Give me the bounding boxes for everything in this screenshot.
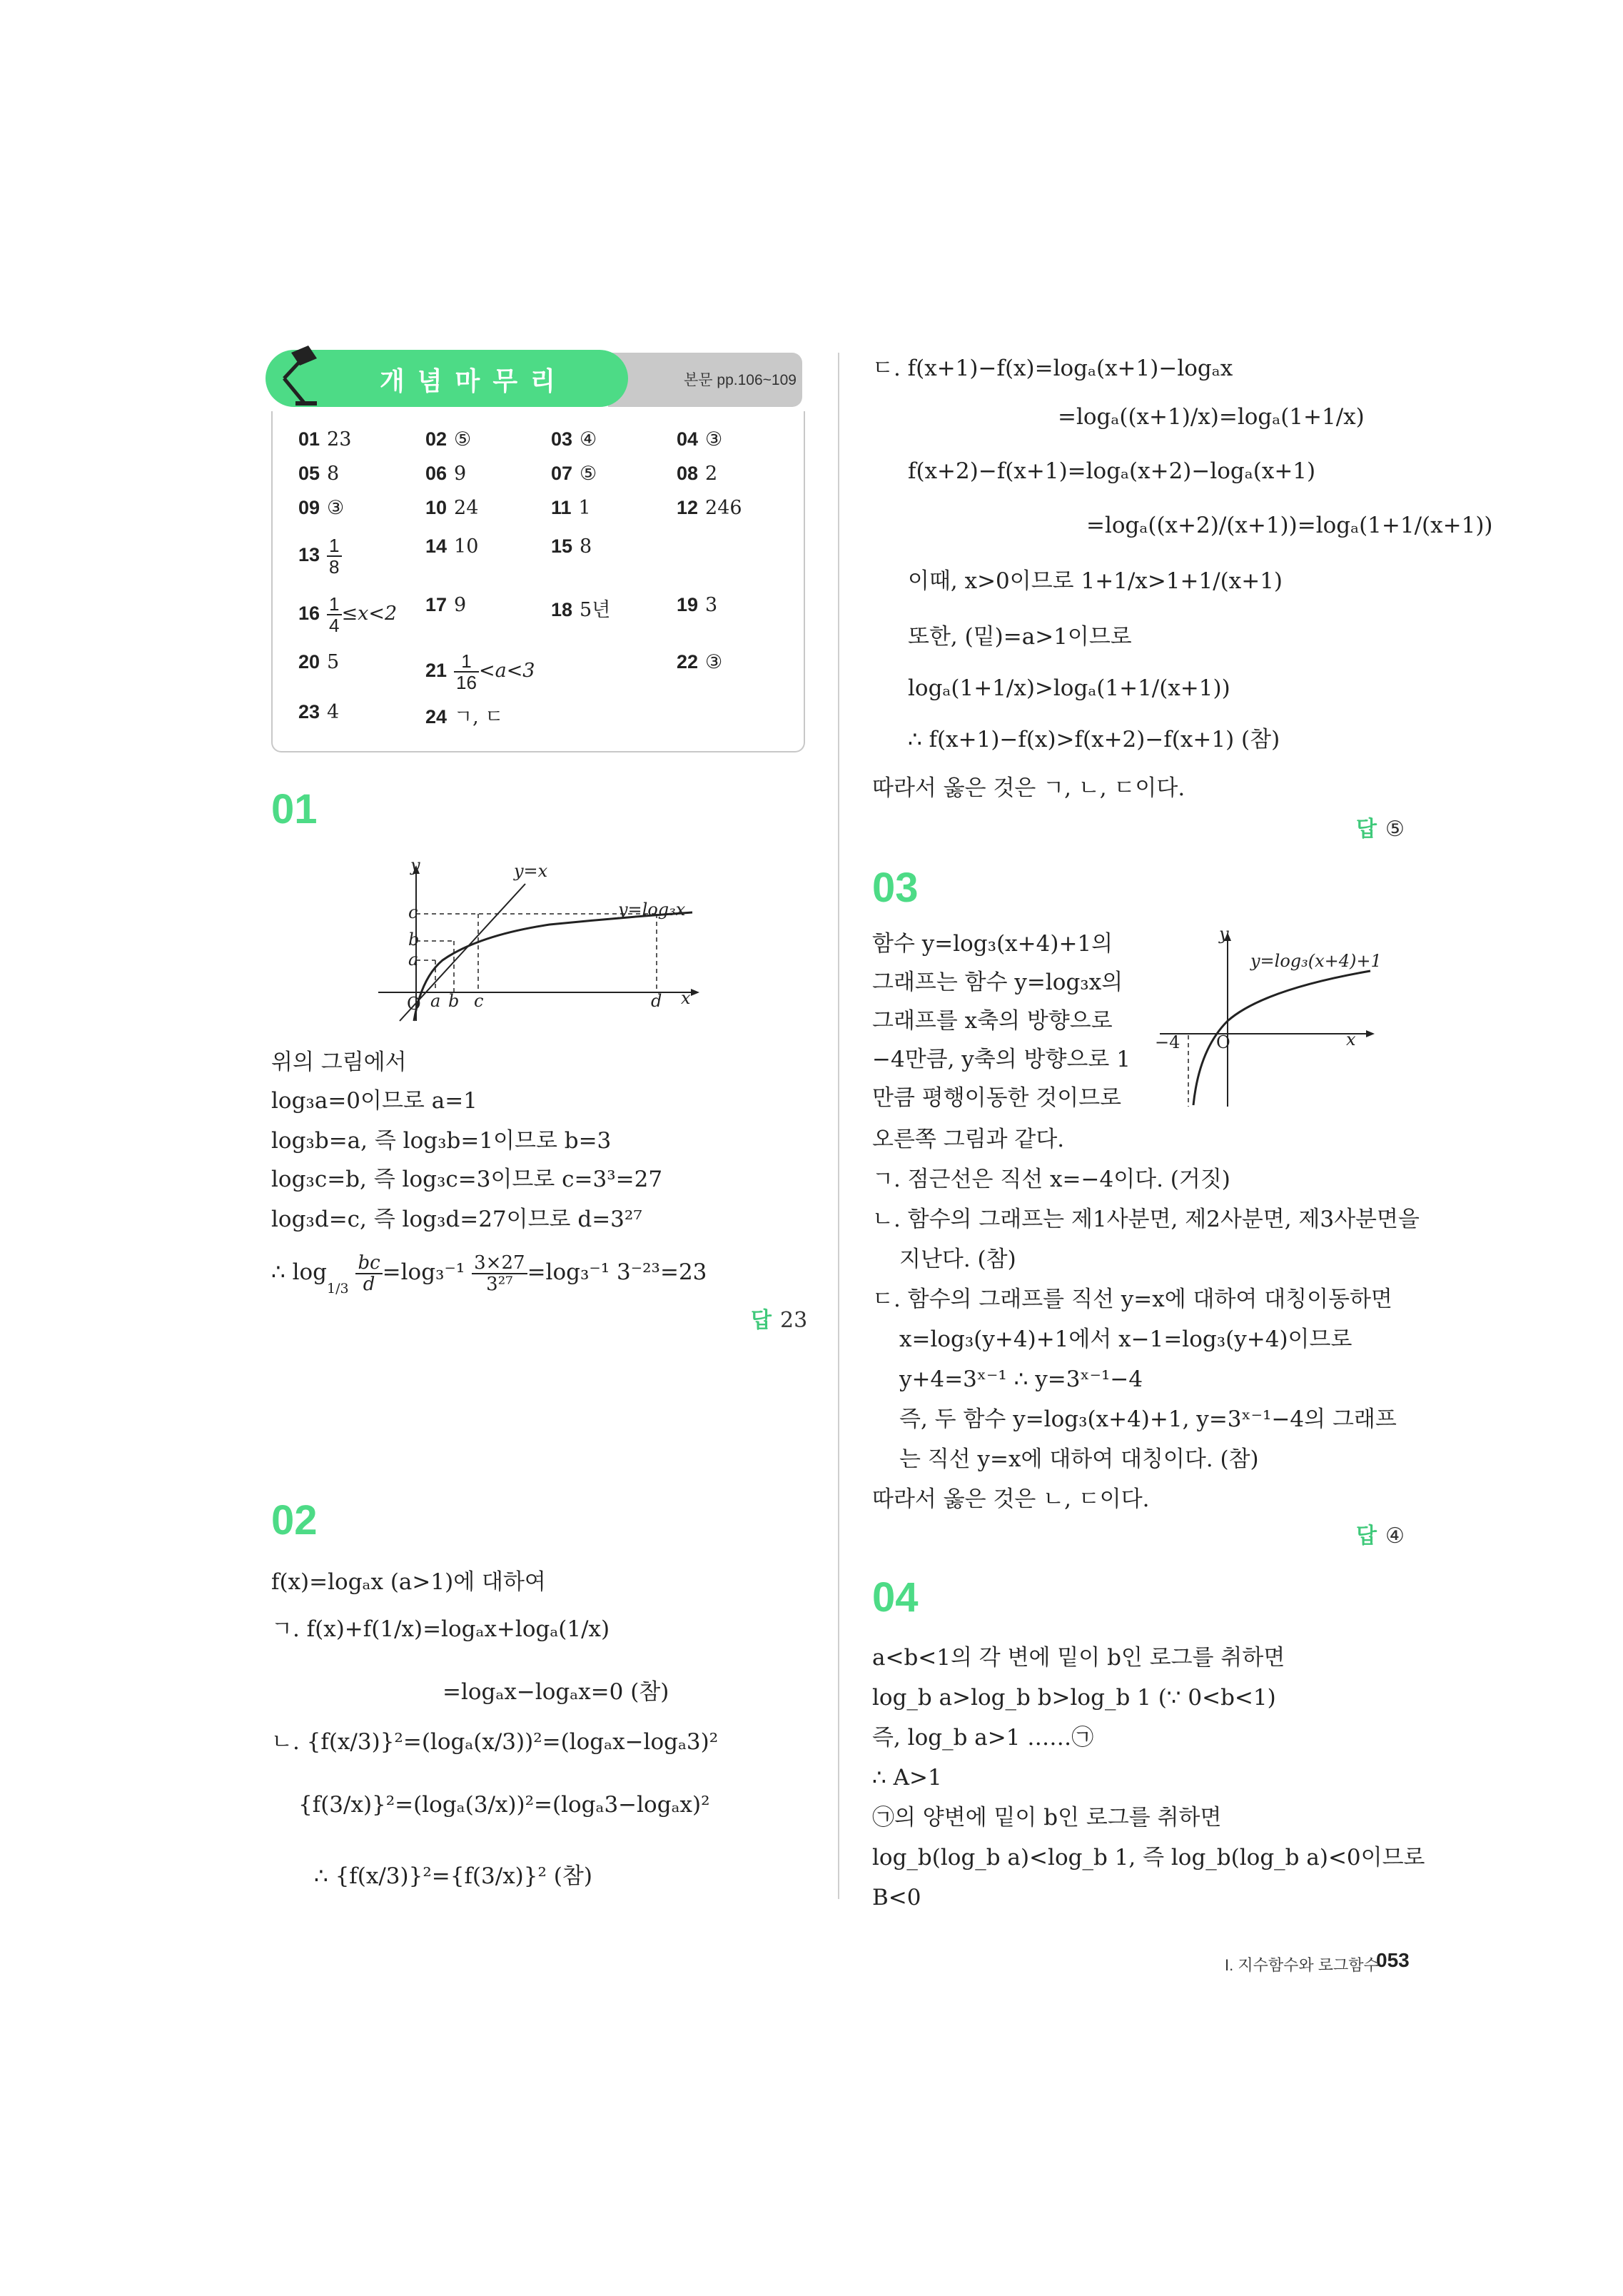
- graph01-a-label: a: [408, 950, 419, 970]
- answer-key-ans: 9: [454, 594, 467, 616]
- solution-line: x=log₃(y+4)+1에서 x−1=log₃(y+4)이므로: [899, 1326, 1352, 1352]
- solution-line: 그래프를 x축의 방향으로: [872, 1008, 1113, 1034]
- footer-chapter: I. 지수함수와 로그함수: [1225, 1956, 1379, 1974]
- answer-key-ans: 8: [327, 463, 340, 485]
- answer-key-no: 14: [425, 535, 448, 557]
- solution-line: f(x)=logₐx (a>1)에 대하여: [271, 1569, 546, 1595]
- answer-key-box: [271, 411, 805, 752]
- graph01-xa-label: a: [430, 991, 441, 1011]
- solution-line: =logₐx−logₐx=0 (참): [443, 1679, 669, 1705]
- answer-key-item: [677, 497, 742, 519]
- answer-key-no: 05: [298, 463, 320, 484]
- problem-number-02: 02: [271, 1497, 318, 1544]
- solution-line: 지난다. (참): [899, 1247, 1016, 1272]
- solution-line: ㄴ. {f(x/3)}²=(logₐ(x/3))²=(logₐx−logₐ3)²: [271, 1729, 719, 1755]
- answer-key-item: [298, 428, 351, 450]
- solution-line: ∴ {f(x/3)}²={f(3/x)}² (참): [314, 1863, 592, 1889]
- answer-key-no: 07: [551, 463, 573, 484]
- answer-key-item: [551, 428, 597, 450]
- answer-key-ans: 5년: [580, 599, 611, 621]
- answer-key-no: 09: [298, 497, 320, 518]
- answer-key-item: [677, 651, 722, 673]
- graph01-xb-label: b: [448, 991, 460, 1011]
- solution-line: 오른쪽 그림과 같다.: [872, 1127, 1065, 1152]
- answer-key-ans: ⑤: [454, 428, 472, 450]
- answer-key-no: 03: [551, 428, 573, 450]
- answer-key-no: 12: [677, 497, 699, 518]
- p03-answer: 답 ④: [1356, 1524, 1405, 1549]
- answer-key-item: [677, 463, 717, 485]
- answer-key-item: [425, 497, 478, 519]
- graph03-origin-label: O: [1216, 1032, 1230, 1052]
- solution-line: y+4=3ˣ⁻¹ ∴ y=3ˣ⁻¹−4: [899, 1366, 1143, 1392]
- answer-key-item: [298, 535, 342, 577]
- p01-final-line: ∴ $\log_{1/3}$ $\frac{bc}{d}$ =log₃⁻¹ $\frac{3\times 27}{\text{3²⁷}}$ =log₃⁻¹ 3⁻²³=23: [271, 1252, 707, 1297]
- problem-number-01: 01: [271, 786, 318, 832]
- solution-line: 위의 그림에서: [271, 1049, 407, 1075]
- answer-key-no: 21: [425, 660, 448, 682]
- graph01-yx-label: y=x: [514, 861, 548, 881]
- answer-key-no: 04: [677, 428, 699, 450]
- header-page-ref: 본문 pp.106~109: [684, 372, 797, 388]
- answer-key-ans: 10: [454, 535, 479, 558]
- answer-key-no: 22: [677, 651, 699, 673]
- solution-line: 만큼 평행이동한 것이므로: [872, 1085, 1122, 1111]
- graph01-x-label: x: [681, 988, 691, 1008]
- answer-key-no: 08: [677, 463, 699, 484]
- graph03-y-label: y: [1219, 924, 1229, 944]
- graph01-b-label: b: [408, 930, 420, 950]
- answer-key-item: [425, 428, 471, 450]
- solution-line: ㉠의 양변에 밑이 b인 로그를 취하면: [872, 1805, 1222, 1831]
- section-header: [266, 350, 802, 414]
- answer-key-no: 23: [298, 701, 320, 722]
- answer-key-item: [298, 463, 339, 485]
- graph01-xd-label: d: [651, 991, 662, 1011]
- graph01-origin-label: O: [407, 994, 421, 1014]
- answer-key-rest: ≤x<2: [341, 603, 398, 625]
- answer-key-no: 24: [425, 706, 448, 727]
- solution-line: 또한, (밑)=a>1이므로: [908, 624, 1132, 650]
- answer-key-item: [677, 428, 722, 450]
- answer-key-item: [425, 594, 466, 616]
- solution-line: f(x+2)−f(x+1)=logₐ(x+2)−logₐ(x+1): [908, 458, 1316, 484]
- solution-line: a<b<1의 각 변에 밑이 b인 로그를 취하면: [872, 1645, 1285, 1671]
- answer-key-no: 18: [551, 599, 573, 620]
- solution-line: ∴ f(x+1)−f(x)>f(x+2)−f(x+1) (참): [908, 727, 1280, 752]
- answer-key-no: 11: [551, 497, 572, 518]
- answer-key-ans: 246: [705, 497, 742, 519]
- p01-answer: 답 23: [751, 1308, 808, 1333]
- solution-line: 즉, 두 함수 y=log₃(x+4)+1, y=3ˣ⁻¹−4의 그래프: [899, 1406, 1397, 1432]
- solution-line: ㄷ. f(x+1)−f(x)=logₐ(x+1)−logₐx: [872, 356, 1233, 381]
- graph03-x-label: x: [1346, 1029, 1356, 1049]
- answer-key-item: [425, 535, 478, 558]
- answer-key-ans: ⑤: [580, 463, 597, 485]
- solution-line: ㄴ. 함수의 그래프는 제1사분면, 제2사분면, 제3사분면을: [872, 1207, 1420, 1232]
- solution-line: 따라서 옳은 것은 ㄴ, ㄷ이다.: [872, 1486, 1150, 1512]
- answer-key-item: [298, 497, 344, 519]
- answer-key-item: [551, 463, 597, 485]
- solution-line: 따라서 옳은 것은 ㄱ, ㄴ, ㄷ이다.: [872, 775, 1185, 801]
- solution-line: 즉, log_b a>1 ……㉠: [872, 1725, 1094, 1751]
- header-title: 개 념 마 무 리: [380, 366, 558, 396]
- solution-line: log_b(log_b a)<log_b 1, 즉 log_b(log_b a)<0이므로: [872, 1845, 1425, 1870]
- answer-key-item: [425, 651, 535, 693]
- answer-key-ans: 2: [705, 463, 718, 485]
- answer-key-ans: 3: [705, 594, 718, 616]
- answer-key-ans: ③: [705, 651, 723, 673]
- answer-key-ans: 8: [580, 535, 592, 558]
- solution-line: log₃b=a, 즉 log₃b=1이므로 b=3: [271, 1128, 612, 1154]
- solution-line: 는 직선 y=x에 대하여 대칭이다. (참): [899, 1446, 1259, 1472]
- answer-key-ans: 23: [327, 428, 352, 450]
- solution-line: −4만큼, y축의 방향으로 1: [872, 1047, 1131, 1072]
- answer-key-ans: 24: [454, 497, 479, 519]
- answer-key-no: 20: [298, 651, 320, 673]
- graph03-curve-label: y=log₃(x+4)+1: [1250, 951, 1382, 971]
- answer-key-no: 17: [425, 594, 448, 615]
- solution-line: ㄷ. 함수의 그래프를 직선 y=x에 대하여 대칭이동하면: [872, 1287, 1392, 1312]
- answer-key-item: [551, 497, 591, 519]
- answer-key-item: [298, 701, 339, 723]
- answer-key-ans: ③: [705, 428, 723, 450]
- problem-number-03: 03: [872, 865, 919, 911]
- answer-key-item: [298, 651, 339, 673]
- answer-key-ans: ③: [327, 497, 345, 519]
- answer-key-no: 10: [425, 497, 448, 518]
- answer-key-fraction: $\frac{1}{8}$: [327, 535, 341, 577]
- answer-key-fraction: $\frac{1}{16}$: [454, 651, 479, 693]
- p02-answer: 답 ⑤: [1356, 817, 1405, 842]
- answer-key-ans: 4: [327, 701, 340, 723]
- solution-line: log_b a>log_b b>log_b 1 (∵ 0<b<1): [872, 1685, 1276, 1711]
- answer-key-ans: 5: [327, 651, 340, 673]
- answer-key-item: [425, 701, 503, 729]
- answer-key-ans: 1: [578, 497, 591, 519]
- graph03-m4-label: −4: [1155, 1032, 1180, 1052]
- lamp-icon: [275, 343, 333, 407]
- column-divider: [838, 353, 839, 1899]
- problem-number-04: 04: [872, 1574, 919, 1621]
- answer-key-no: 02: [425, 428, 448, 450]
- answer-key-item: [298, 594, 397, 635]
- solution-line: ㄱ. 점근선은 직선 x=−4이다. (거짓): [872, 1167, 1230, 1192]
- graph01-xc-label: c: [474, 991, 484, 1011]
- answer-key-no: 01: [298, 428, 320, 450]
- solution-line: {f(3/x)}²=(logₐ(3/x))²=(logₐ3−logₐx)²: [298, 1792, 710, 1818]
- graph01-y-label: y: [410, 855, 420, 875]
- solution-line: ㄱ. f(x)+f(1/x)=logₐx+logₐ(1/x): [271, 1616, 610, 1642]
- answer-key-no: 16: [298, 603, 320, 625]
- graph01-c-label: c: [408, 902, 418, 922]
- answer-key-no: 15: [551, 535, 573, 557]
- solution-line: 이때, x>0이므로 1+1/x>1+1/(x+1): [908, 568, 1283, 594]
- answer-key-item: [551, 594, 610, 622]
- answer-key-no: 19: [677, 594, 699, 615]
- answer-key-ans: ㄱ, ㄷ: [454, 706, 504, 728]
- solution-line: ∴ A>1: [872, 1765, 942, 1791]
- solution-line: logₐ(1+1/x)>logₐ(1+1/(x+1)): [908, 675, 1230, 701]
- answer-key-item: [677, 594, 717, 616]
- answer-key-rest: <a<3: [478, 660, 535, 683]
- solution-line: =logₐ((x+2)/(x+1))=logₐ(1+1/(x+1)): [1086, 513, 1493, 538]
- solution-line: log₃c=b, 즉 log₃c=3이므로 c=3³=27: [271, 1167, 663, 1192]
- solution-line: B<0: [872, 1885, 921, 1910]
- answer-key-ans: ④: [580, 428, 597, 450]
- answer-key-item: [551, 535, 592, 558]
- answer-key-fraction: $\frac{1}{4}$: [327, 594, 341, 635]
- answer-key-no: 13: [298, 544, 320, 566]
- answer-key-item: [425, 463, 466, 485]
- graph01-curve-label: y=log₃x: [618, 900, 686, 920]
- solution-line: 그래프는 함수 y=log₃x의: [872, 970, 1123, 995]
- answer-key-ans: 9: [454, 463, 467, 485]
- answer-key-no: 06: [425, 463, 448, 484]
- solution-line: =logₐ((x+1)/x)=logₐ(1+1/x): [1058, 404, 1365, 430]
- footer-page-number: 053: [1376, 1949, 1410, 1971]
- solution-line: log₃a=0이므로 a=1: [271, 1088, 477, 1114]
- solution-line: 함수 y=log₃(x+4)+1의: [872, 931, 1113, 957]
- solution-line: log₃d=c, 즉 log₃d=27이므로 d=3²⁷: [271, 1207, 642, 1232]
